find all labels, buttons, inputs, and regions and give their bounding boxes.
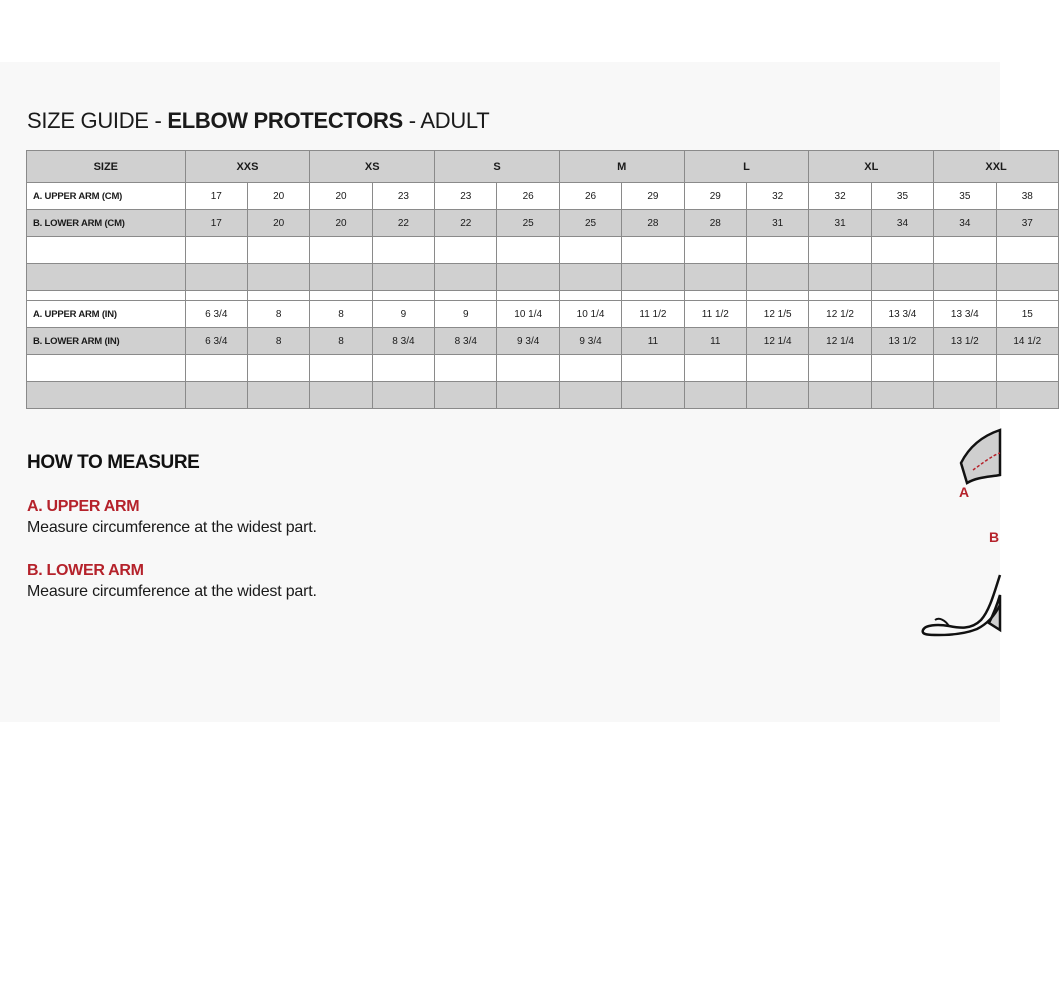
empty-cell xyxy=(435,291,497,301)
empty-cell xyxy=(310,237,372,264)
table-cell: 12 1/4 xyxy=(747,328,809,355)
page-title xyxy=(27,108,489,134)
lower-arm-text: Measure circumference at the widest part. xyxy=(27,583,317,600)
upper-arm-text: Measure circumference at the widest part. xyxy=(27,519,317,536)
table-cell: 6 3/4 xyxy=(185,301,247,328)
table-cell: 26 xyxy=(497,183,559,210)
size-table-container xyxy=(26,150,1042,413)
empty-cell xyxy=(996,291,1058,301)
table-cell: 11 1/2 xyxy=(684,301,746,328)
title-prefix: SIZE GUIDE - xyxy=(27,108,162,133)
empty-cell xyxy=(559,382,621,409)
empty-cell xyxy=(435,237,497,264)
table-cell: 26 xyxy=(559,183,621,210)
table-cell: 8 xyxy=(310,328,372,355)
table-cell: 34 xyxy=(934,210,996,237)
empty-cell xyxy=(871,291,933,301)
empty-cell xyxy=(747,291,809,301)
empty-cell xyxy=(684,291,746,301)
table-cell: 10 1/4 xyxy=(497,301,559,328)
table-cell: 12 1/5 xyxy=(747,301,809,328)
table-cell: 13 1/2 xyxy=(871,328,933,355)
table-cell: 13 1/2 xyxy=(934,328,996,355)
how-to-measure-title: HOW TO MEASURE xyxy=(27,452,200,473)
table-cell: 22 xyxy=(372,210,434,237)
table-cell: 25 xyxy=(497,210,559,237)
empty-cell xyxy=(185,382,247,409)
table-cell: 35 xyxy=(871,183,933,210)
table-cell: 8 xyxy=(247,301,309,328)
empty-row xyxy=(27,355,1059,382)
empty-cell xyxy=(996,382,1058,409)
size-table xyxy=(26,150,1059,409)
arm-illustration xyxy=(915,425,1000,670)
empty-cell xyxy=(559,355,621,382)
table-cell: 8 xyxy=(310,301,372,328)
empty-cell xyxy=(747,264,809,291)
empty-cell xyxy=(372,291,434,301)
table-cell: 37 xyxy=(996,210,1058,237)
empty-cell xyxy=(622,237,684,264)
table-cell: 9 xyxy=(372,301,434,328)
empty-cell xyxy=(247,291,309,301)
table-cell: 28 xyxy=(684,210,746,237)
table-cell: 32 xyxy=(747,183,809,210)
hand-outline xyxy=(923,575,1000,635)
row-label: B. LOWER ARM (CM) xyxy=(27,210,186,237)
empty-cell xyxy=(809,291,871,301)
empty-cell xyxy=(372,382,434,409)
size-header-m: M xyxy=(559,151,684,183)
table-row xyxy=(27,210,1059,237)
empty-cell xyxy=(247,264,309,291)
table-cell: 10 1/4 xyxy=(559,301,621,328)
empty-cell xyxy=(559,291,621,301)
empty-cell xyxy=(27,264,186,291)
empty-cell xyxy=(809,237,871,264)
upper-arm-sleeve xyxy=(961,430,1000,483)
table-cell: 14 1/2 xyxy=(996,328,1058,355)
empty-cell xyxy=(497,382,559,409)
empty-cell xyxy=(622,264,684,291)
table-cell: 15 xyxy=(996,301,1058,328)
table-cell: 8 3/4 xyxy=(435,328,497,355)
empty-cell xyxy=(435,382,497,409)
empty-cell xyxy=(185,291,247,301)
empty-cell xyxy=(185,264,247,291)
empty-cell xyxy=(372,355,434,382)
empty-cell xyxy=(871,355,933,382)
empty-cell xyxy=(934,355,996,382)
empty-cell xyxy=(559,264,621,291)
empty-cell xyxy=(622,382,684,409)
size-header-row xyxy=(27,151,1059,183)
empty-cell xyxy=(996,237,1058,264)
size-header-xxl: XXL xyxy=(934,151,1059,183)
table-cell: 11 xyxy=(622,328,684,355)
table-row xyxy=(27,183,1059,210)
table-row xyxy=(27,328,1059,355)
empty-cell xyxy=(809,382,871,409)
empty-cell xyxy=(27,355,186,382)
table-cell: 32 xyxy=(809,183,871,210)
table-cell: 13 3/4 xyxy=(934,301,996,328)
table-cell: 20 xyxy=(310,183,372,210)
empty-cell xyxy=(622,291,684,301)
empty-cell xyxy=(247,355,309,382)
empty-cell xyxy=(747,237,809,264)
label-a: A xyxy=(959,484,970,500)
table-cell: 22 xyxy=(435,210,497,237)
table-cell: 6 3/4 xyxy=(185,328,247,355)
empty-cell xyxy=(310,382,372,409)
empty-cell xyxy=(747,382,809,409)
table-cell: 25 xyxy=(559,210,621,237)
table-row xyxy=(27,301,1059,328)
table-cell: 17 xyxy=(185,210,247,237)
table-cell: 9 3/4 xyxy=(497,328,559,355)
lower-arm-title: B. LOWER ARM xyxy=(27,562,144,579)
size-header-xs: XS xyxy=(310,151,435,183)
empty-cell xyxy=(497,291,559,301)
table-cell: 23 xyxy=(435,183,497,210)
table-cell: 29 xyxy=(684,183,746,210)
empty-cell xyxy=(684,237,746,264)
empty-cell xyxy=(622,355,684,382)
table-cell: 13 3/4 xyxy=(871,301,933,328)
title-product: ELBOW PROTECTORS xyxy=(167,108,403,133)
size-header-s: S xyxy=(435,151,560,183)
row-label: A. UPPER ARM (IN) xyxy=(27,301,186,328)
table-cell: 9 3/4 xyxy=(559,328,621,355)
empty-cell xyxy=(996,355,1058,382)
table-cell: 23 xyxy=(372,183,434,210)
table-cell: 9 xyxy=(435,301,497,328)
empty-row xyxy=(27,382,1059,409)
empty-cell xyxy=(934,291,996,301)
empty-cell xyxy=(27,237,186,264)
upper-arm-title: A. UPPER ARM xyxy=(27,498,140,515)
empty-cell xyxy=(435,264,497,291)
table-cell: 28 xyxy=(622,210,684,237)
empty-cell xyxy=(809,355,871,382)
table-cell: 11 xyxy=(684,328,746,355)
row-label: B. LOWER ARM (IN) xyxy=(27,328,186,355)
empty-cell xyxy=(185,355,247,382)
spacer-row xyxy=(27,291,1059,301)
table-cell: 20 xyxy=(247,183,309,210)
empty-cell xyxy=(185,237,247,264)
table-cell: 38 xyxy=(996,183,1058,210)
empty-cell xyxy=(310,355,372,382)
empty-cell xyxy=(871,382,933,409)
size-header-xl: XL xyxy=(809,151,934,183)
size-header-l: L xyxy=(684,151,809,183)
empty-cell xyxy=(684,382,746,409)
empty-cell xyxy=(27,291,186,301)
empty-cell xyxy=(27,382,186,409)
row-label: A. UPPER ARM (CM) xyxy=(27,183,186,210)
table-cell: 11 1/2 xyxy=(622,301,684,328)
empty-cell xyxy=(497,355,559,382)
table-cell: 31 xyxy=(747,210,809,237)
table-cell: 8 3/4 xyxy=(372,328,434,355)
empty-cell xyxy=(996,264,1058,291)
size-header-label: SIZE xyxy=(27,151,186,183)
empty-cell xyxy=(310,264,372,291)
empty-cell xyxy=(247,382,309,409)
empty-cell xyxy=(747,355,809,382)
title-suffix: - ADULT xyxy=(408,108,490,133)
label-b: B xyxy=(989,529,1000,545)
table-cell: 20 xyxy=(247,210,309,237)
table-cell: 17 xyxy=(185,183,247,210)
empty-cell xyxy=(934,237,996,264)
empty-cell xyxy=(809,264,871,291)
table-cell: 29 xyxy=(622,183,684,210)
table-cell: 12 1/2 xyxy=(809,301,871,328)
table-cell: 12 1/4 xyxy=(809,328,871,355)
table-cell: 20 xyxy=(310,210,372,237)
size-header-xxs: XXS xyxy=(185,151,310,183)
empty-cell xyxy=(871,264,933,291)
empty-cell xyxy=(934,382,996,409)
empty-cell xyxy=(372,237,434,264)
empty-cell xyxy=(310,291,372,301)
empty-cell xyxy=(559,237,621,264)
empty-row xyxy=(27,264,1059,291)
empty-cell xyxy=(684,355,746,382)
table-cell: 34 xyxy=(871,210,933,237)
table-cell: 31 xyxy=(809,210,871,237)
empty-cell xyxy=(435,355,497,382)
empty-cell xyxy=(497,237,559,264)
empty-cell xyxy=(934,264,996,291)
empty-row xyxy=(27,237,1059,264)
empty-cell xyxy=(684,264,746,291)
empty-cell xyxy=(871,237,933,264)
empty-cell xyxy=(247,237,309,264)
table-cell: 8 xyxy=(247,328,309,355)
empty-cell xyxy=(372,264,434,291)
table-cell: 35 xyxy=(934,183,996,210)
empty-cell xyxy=(497,264,559,291)
